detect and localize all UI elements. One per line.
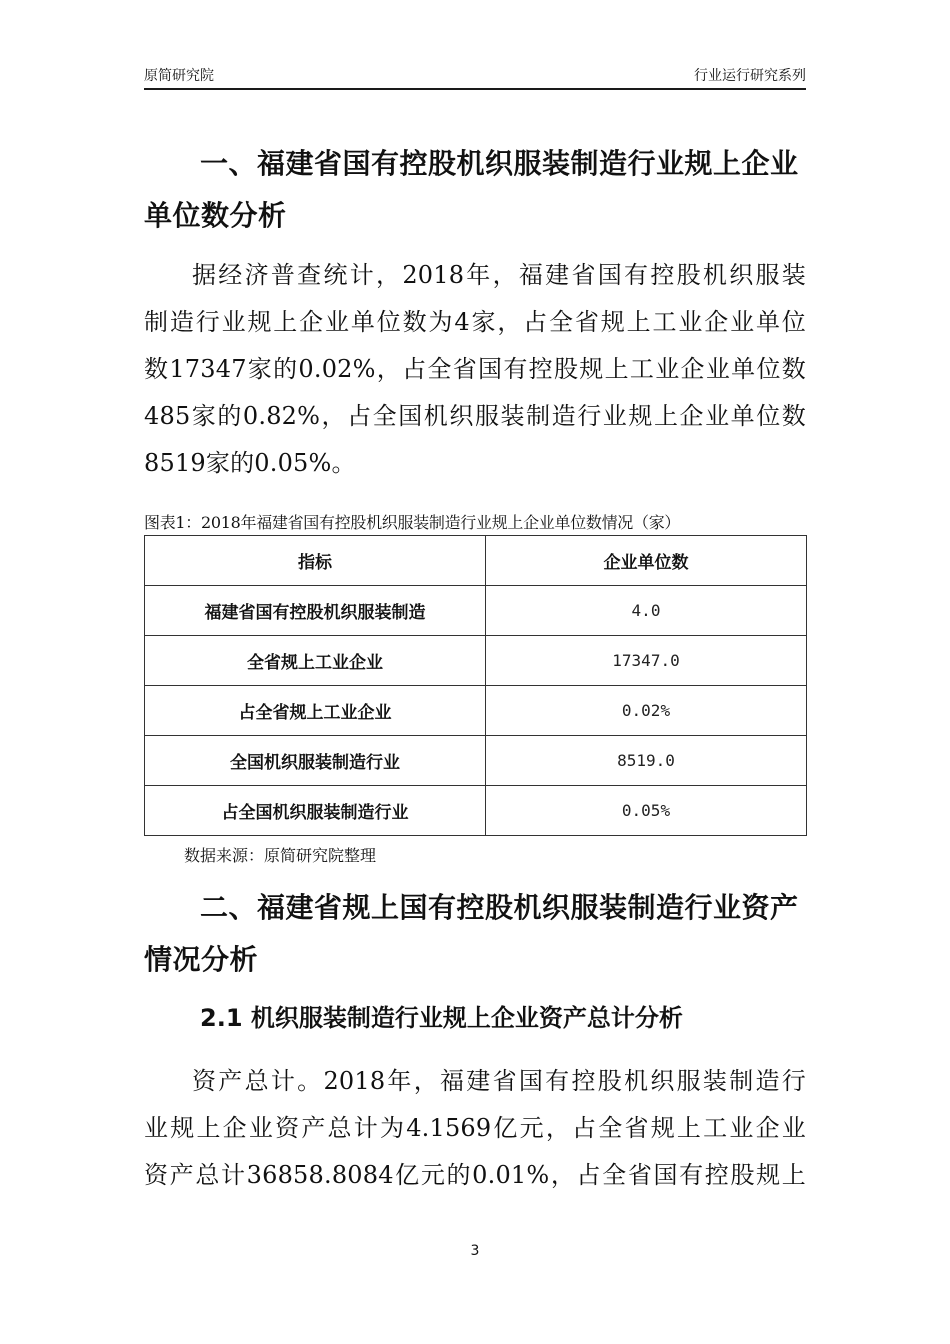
page-header xyxy=(144,66,806,90)
paragraph-line: 制造行业规上企业单位数为4家，占全省规上工业企业单位 xyxy=(144,308,806,336)
row-label: 全省规上工业企业 xyxy=(145,636,486,686)
table-row xyxy=(145,736,807,786)
table-row xyxy=(145,586,807,636)
row-value: 0.05% xyxy=(486,786,807,836)
column-header-indicator: 指标 xyxy=(145,536,486,586)
paragraph-line: 8519家的0.05%。 xyxy=(144,449,356,477)
row-label: 全国机织服装制造行业 xyxy=(145,736,486,786)
section2-heading xyxy=(144,882,806,986)
paragraph-line: 资产总计36858.8084亿元的0.01%，占全省国有控股规上 xyxy=(144,1161,806,1189)
table-header-row xyxy=(145,536,807,586)
section2-heading-line1: 二、福建省规上国有控股机织服装制造行业资产 xyxy=(200,891,799,924)
paragraph-line: 据经济普查统计，2018年，福建省国有控股机织服装 xyxy=(192,261,806,289)
paragraph-line: 业规上企业资产总计为4.1569亿元，占全省规上工业企业 xyxy=(144,1114,806,1142)
table-row xyxy=(145,636,807,686)
section1-heading xyxy=(144,138,806,242)
row-value: 8519.0 xyxy=(486,736,807,786)
row-label: 福建省国有控股机织服装制造 xyxy=(145,586,486,636)
row-value: 4.0 xyxy=(486,586,807,636)
section1-heading-line2: 单位数分析 xyxy=(144,199,287,232)
table-row xyxy=(145,686,807,736)
enterprise-count-table xyxy=(144,535,807,836)
row-label: 占全国机织服装制造行业 xyxy=(145,786,486,836)
header-org-name: 原简研究院 xyxy=(144,68,214,84)
table-row xyxy=(145,786,807,836)
table-source-note: 数据来源：原简研究院整理 xyxy=(184,846,377,865)
paragraph-line: 资产总计。2018年，福建省国有控股机织服装制造行 xyxy=(192,1067,806,1095)
section1-heading-line1: 一、福建省国有控股机织服装制造行业规上企业 xyxy=(200,147,799,180)
row-value: 17347.0 xyxy=(486,636,807,686)
row-label: 占全省规上工业企业 xyxy=(145,686,486,736)
page-number: 3 xyxy=(470,1243,480,1259)
section2-heading-line2: 情况分析 xyxy=(144,943,259,976)
row-value: 0.02% xyxy=(486,686,807,736)
subsection-heading: 2.1 机织服装制造行业规上企业资产总计分析 xyxy=(200,1004,683,1032)
paragraph-line: 数17347家的0.02%，占全省国有控股规上工业企业单位数 xyxy=(144,355,806,383)
section2-paragraph xyxy=(144,1058,806,1199)
paragraph-line: 485家的0.82%，占全国机织服装制造行业规上企业单位数 xyxy=(144,402,806,430)
column-header-count: 企业单位数 xyxy=(486,536,807,586)
section1-paragraph xyxy=(144,252,806,487)
table-caption: 图表1：2018年福建省国有控股机织服装制造行业规上企业单位数情况（家） xyxy=(144,513,681,532)
header-series-name: 行业运行研究系列 xyxy=(694,68,806,84)
